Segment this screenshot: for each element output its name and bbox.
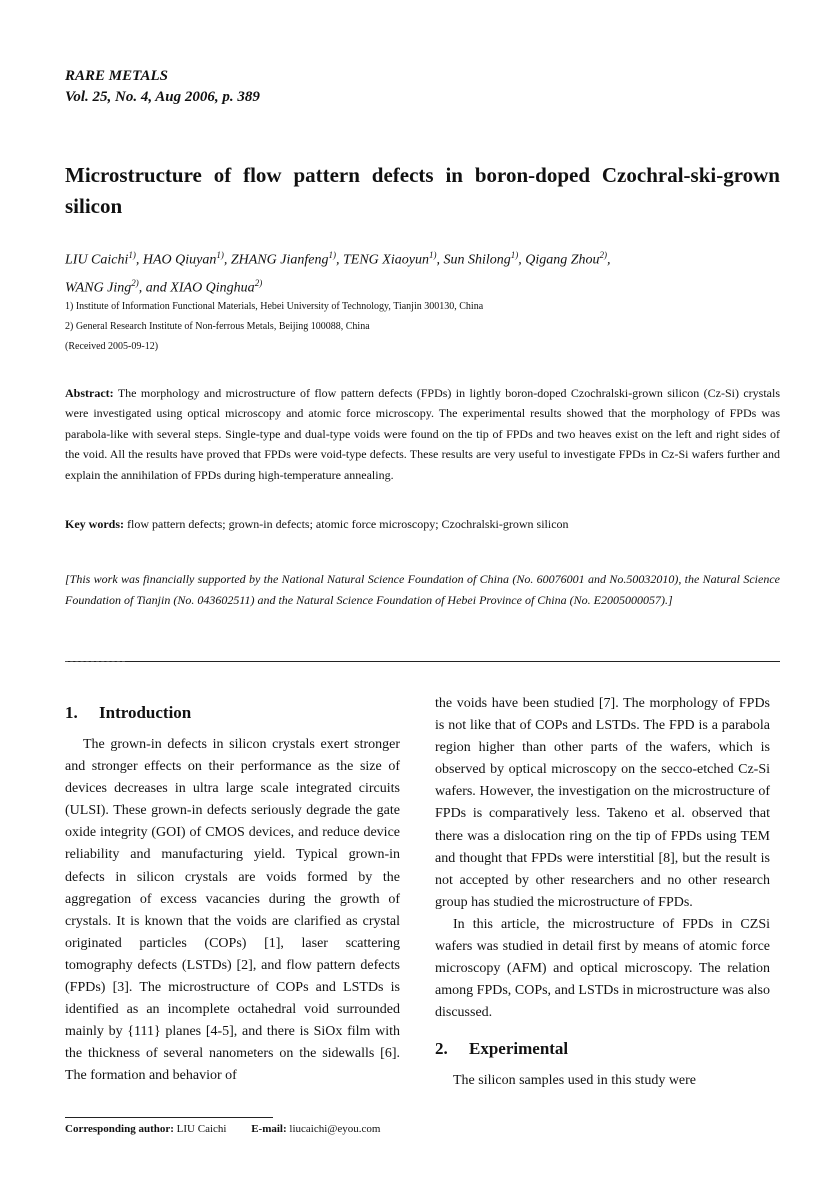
author: XIAO Qinghua <box>170 280 255 296</box>
abstract-label: Abstract: <box>65 386 114 400</box>
author: Sun Shilong <box>443 252 511 268</box>
journal-header <box>65 66 260 108</box>
author: ZHANG Jianfeng <box>230 252 329 268</box>
paragraph: In this article, the microstructure of FPDs in CZSi wafers was studied in detail first by means of atomic force microscopy (AFM) and optical microscopy. The relation among FPDs, COPs, and LSTDs in microstructure was also discussed. <box>435 916 770 1021</box>
author: Qigang Zhou <box>525 252 600 268</box>
author: HAO Qiuyan <box>142 252 217 268</box>
section-divider <box>65 661 780 662</box>
section-heading-experimental <box>435 1036 770 1062</box>
abstract-text: The morphology and microstructure of flow pattern defects (FPDs) in lightly boron-doped Czochralski-grown silicon (Cz-Si) crystals were investigated using optical microscopy and atomic force microscopy. The experimental results showed that the morphology of FPDs was parabola-like with several steps. Single-type and dual-type voids were found on the tip of FPDs and two heaves exist on the left and right sides of the void. All the results have proved that FPDs were void-type defects. These results are very useful to investigate FPDs in Cz-Si wafers further and explain the annihilation of FPDs during high-temperature annealing. <box>65 386 780 482</box>
abstract <box>65 383 780 485</box>
affiliation-1: 1) Institute of Information Functional Materials, Hebei University of Technology, Tianjin 300130, China <box>65 301 484 312</box>
keywords-label: Key words: <box>65 517 124 531</box>
corresponding-author-footnote <box>65 1121 380 1137</box>
section-heading-introduction <box>65 700 400 726</box>
corresponding-label: Corresponding author: <box>65 1123 174 1135</box>
author: LIU Caichi <box>65 252 129 268</box>
author-affil-mark: 1) <box>428 250 437 260</box>
author-affil-mark: 2) <box>131 277 139 288</box>
paragraph: The grown-in defects in silicon crystals exert stronger and stronger effects on their performance as the size of devices decreases in ultra large scale integrated circuits (ULSI). These grown-in defects seriously degrade the gate oxide integrity (GOI) of CMOS devices, and reduce device reliability and manufacturing yield. Typical grown-in defects in silicon crystals are voids formed by the aggregation of excess vacancies during the growth of crystals. It is known that the voids are clarified as crystal originated particles (COPs) [1], laser scattering tomography defects (LSTDs) [2], and flow pattern defects (FPDs) [3]. The microstructure of COPs and LSTDs is identified as an incomplete octahedral void surrounded mainly by {111} planes [4-5], and there is SiOx film with the thickness of several nanometers on the sidewalls [6]. The formation and behavior of <box>65 737 400 1084</box>
paragraph: the voids have been studied [7]. The morphology of FPDs is not like that of COPs and LSTDs. The FPD is a parabola region higher than other parts of the wafers, which is observed by optical microscopy on the secco-etched Cz-Si wafers. However, the investigation on the microstructure of FPDs is comparatively less. Takeno et al. observed that there was a dislocation ring on the tip of FPDs using TEM and thought that FPDs were interstitial [8], but the result is not accepted by other researchers and no other research group has studied the microstructure of FPDs. <box>435 696 770 910</box>
author-affil-mark: 1) <box>216 250 224 260</box>
corresponding-name: LIU Caichi <box>176 1123 227 1135</box>
paragraph: The silicon samples used in this study were <box>453 1073 697 1089</box>
keywords <box>65 514 780 534</box>
section-title: Experimental <box>469 1039 569 1059</box>
paper-title: Microstructure of flow pattern defects in boron-doped Czochral-ski-grown silicon <box>65 163 780 218</box>
journal-name: RARE METALS <box>65 68 168 84</box>
section-number: 2. <box>435 1039 448 1059</box>
section-divider-dash <box>65 661 125 662</box>
funding-note: [This work was financially supported by the National Natural Science Foundation of China (No. 60076001 and No.50032010), the Natural Science Foundation of Tianjin (No. 043602511) and the Natural Science Foundation of Hebei Province of China (No. E2005000057).] <box>65 572 780 607</box>
section-number: 1. <box>65 703 78 722</box>
author-affil-mark: 1) <box>128 250 136 260</box>
author: WANG Jing <box>65 280 132 296</box>
email-label: E-mail: <box>251 1123 287 1135</box>
author-affil-mark: 1) <box>510 250 519 260</box>
email-address[interactable]: liucaichi@eyou.com <box>289 1123 381 1135</box>
affiliations <box>65 297 780 357</box>
footnote-rule <box>65 1117 273 1118</box>
left-column <box>65 700 400 1088</box>
affiliation-2: 2) General Research Institute of Non-ferrous Metals, Beijing 100088, China <box>65 321 370 332</box>
keywords-text: flow pattern defects; grown-in defects; atomic force microscopy; Czochralski-grown silicon <box>127 517 569 531</box>
author-list: LIU Caichi$^{1)}$, HAO Qiuyan$^{1)}$, ZHANG Jianfeng$^{1)}$, TENG Xiaoyun$^{1)}$, Sun Shilong$^{1)}$, Qigang Zhou$^{2)}$, WANG Jing$^{2)}$, and XIAO Qinghua$^{2)}$ <box>65 250 611 296</box>
journal-citation: Vol. 25, No. 4, Aug 2006, p. 389 <box>65 89 260 105</box>
right-column <box>435 693 770 1093</box>
author-affil-mark: 2) <box>254 277 263 288</box>
author-affil-mark: 1) <box>328 250 336 260</box>
section-title: Introduction <box>99 703 192 722</box>
author: TENG Xiaoyun <box>343 252 429 268</box>
author-affil-mark: 2) <box>599 250 608 260</box>
received-date: (Received 2005-09-12) <box>65 341 159 352</box>
